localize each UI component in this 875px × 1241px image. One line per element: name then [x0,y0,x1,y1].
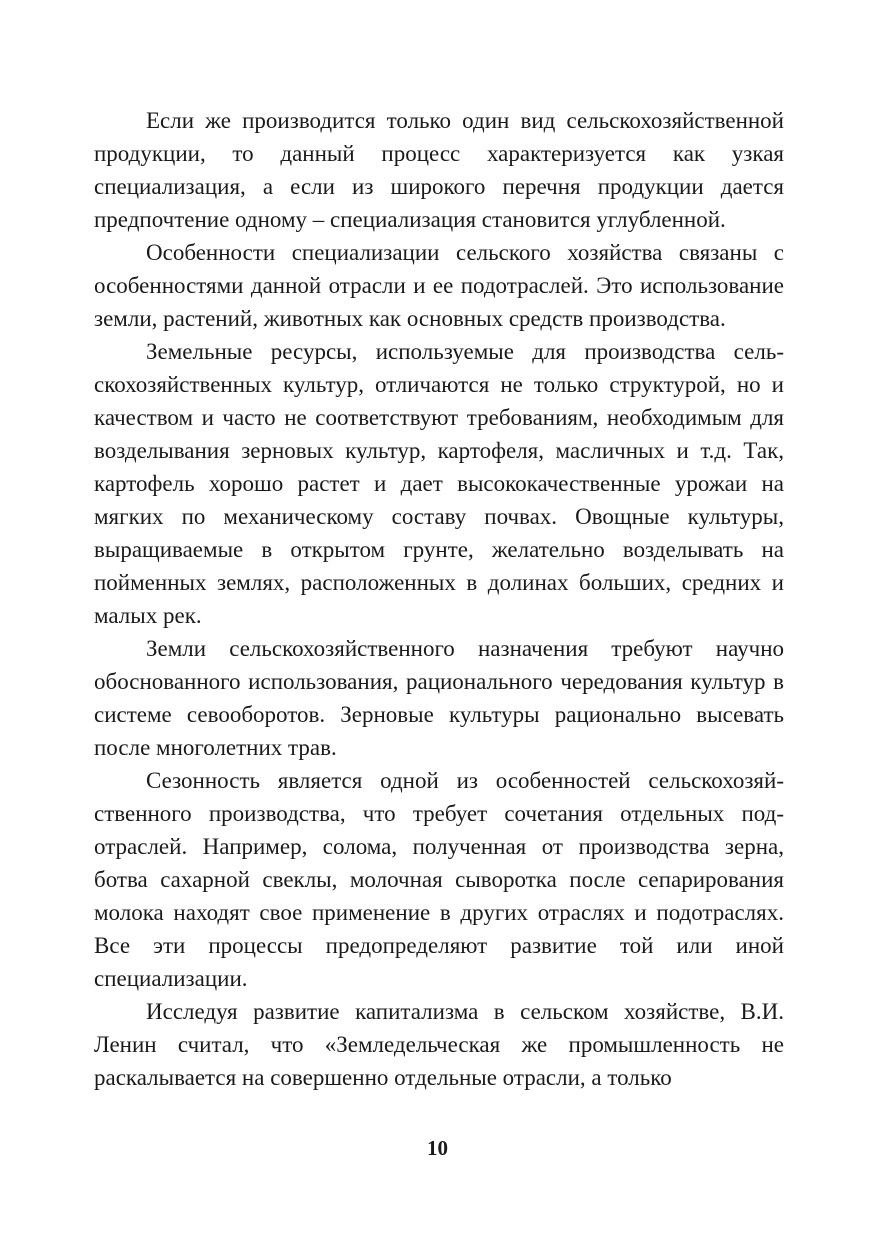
page-number: 10 [427,1136,448,1160]
paragraph: Земельные ресурсы, используемые для производства сельскохозяйственных культур, отличаются не только структурой, но и качеством и часто не соответствуют требованиям, необходимым для возделывания зерновых культур, картофеля, масличных и т.д. Так, картофель хорошо растет и дает высококачественные урожаи на мягких по механическому составу почвах. Овощные культуры, выращиваемые в открытом грунте, желательно возделывать на пойменных землях, расположенных в долинах больших, средних и малых рек. [94,339,784,628]
paragraph: Земли сельскохозяйственного назначения требуют научно обоснованного использования, рационального чередования культур в системе севооборотов. Зерновые культуры рационально высевать после многолетних трав. [94,636,784,760]
paragraph: Особенности специализации сельского хозяйства связаны с особенностями данной отрасли и ее подотраслей. Это использование земли, растений, животных как основных средств производства. [94,240,784,331]
paragraph: Исследуя развитие капитализма в сельском хозяйстве, В.И. Ленин считал, что «Земледельческая же промышленность не раскалывается на совершенно отдельные отрасли, а только [94,999,784,1090]
paragraph: Если же производится только один вид сельскохозяйственной продукции, то данный процесс характеризуется как узкая специализация, а если из широкого перечня продукции дается предпочтение одному – специализация становится углубленной. [94,108,784,232]
body-text [94,104,784,1094]
paragraph: Сезонность является одной из особенностей сельскохозяйственного производства, что требует сочетания отдельных подотраслей. Например, солома, полученная от производства зерна, ботва сахарной свеклы, молочная сыворотка после сепарирования молока находят свое применение в других отраслях и подотраслях. Все эти процессы предопределяют развитие той или иной специализации. [94,768,784,991]
